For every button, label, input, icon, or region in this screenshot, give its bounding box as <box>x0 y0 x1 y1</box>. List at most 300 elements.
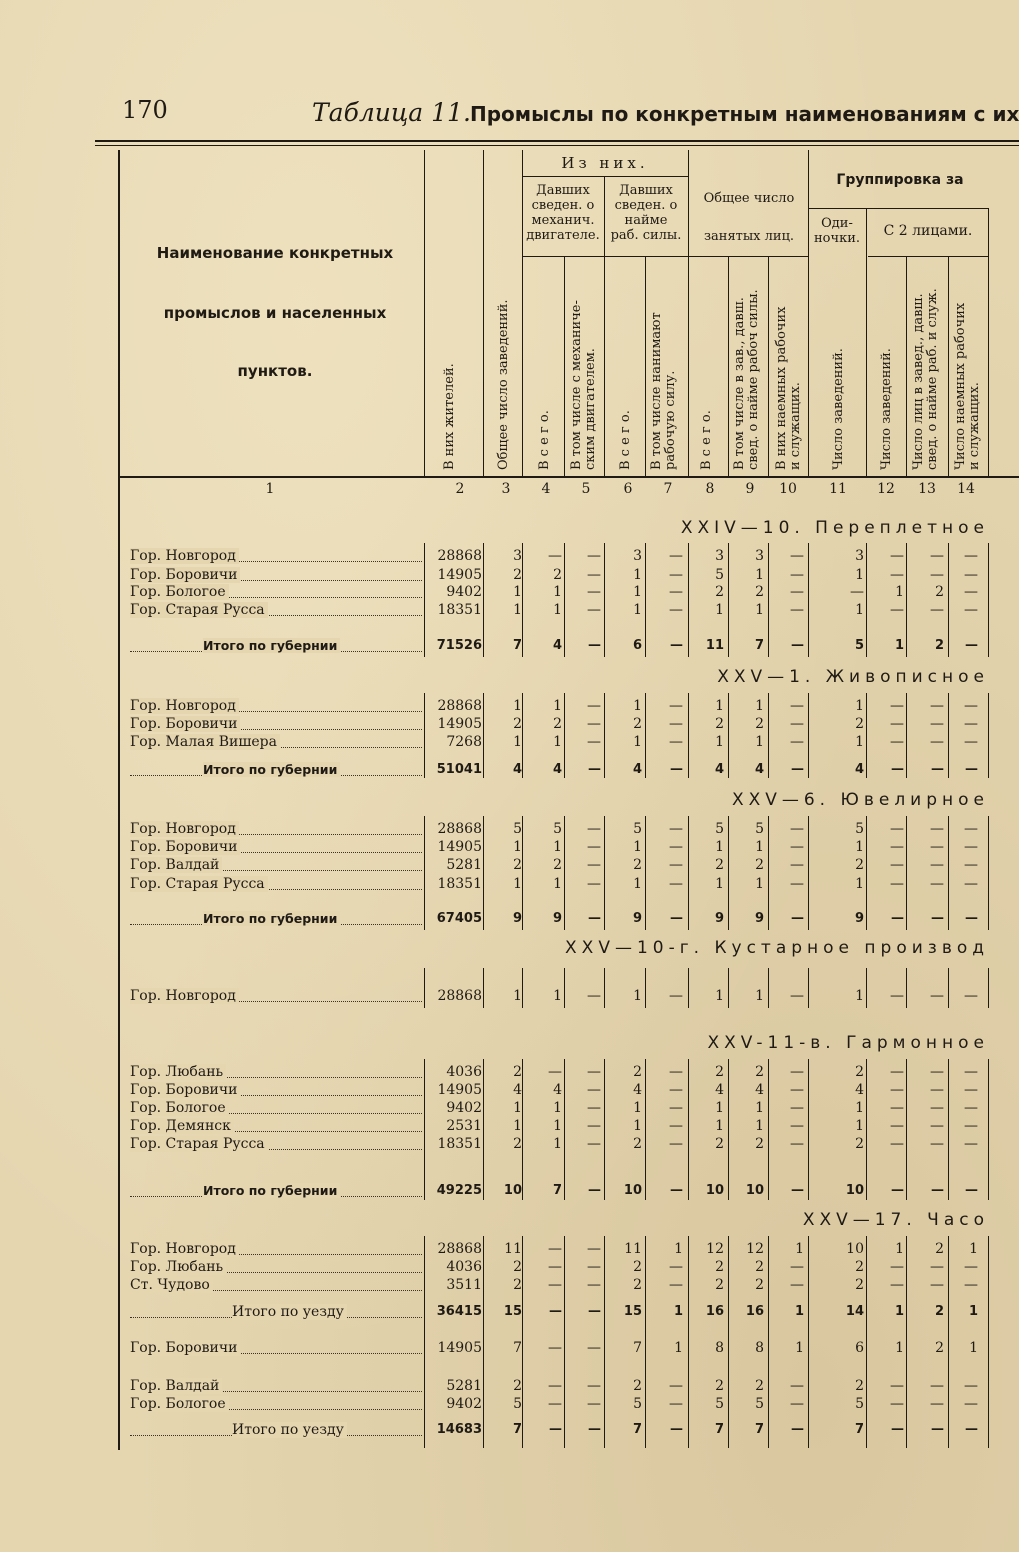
cell-col7: — <box>669 602 683 618</box>
cell-col7: — <box>670 638 683 653</box>
cell-col3: 4 <box>512 762 522 777</box>
top-rule <box>95 140 1019 142</box>
cell-col6: 1 <box>633 584 642 600</box>
cell-col11: 6 <box>855 1340 864 1356</box>
cell-col12: 1 <box>894 1304 904 1319</box>
cell-col4: 2 <box>553 857 562 873</box>
cell-col2: 2531 <box>446 1118 482 1134</box>
place-name: Гор. Старая Русса <box>130 601 420 619</box>
cell-col13: — <box>930 1136 944 1152</box>
col4-header: В с е г о. <box>537 410 552 470</box>
cell-col2: 18351 <box>437 1136 482 1152</box>
cell-col9: 1 <box>755 602 764 618</box>
cell-col8: 2 <box>715 1136 724 1152</box>
col-number-10: 10 <box>779 481 797 497</box>
cell-col14: — <box>964 839 978 855</box>
cell-col3: 1 <box>513 1100 522 1116</box>
cell-col8: 2 <box>715 1064 724 1080</box>
place-name: Ст. Чудово <box>130 1276 420 1294</box>
cell-col9: 8 <box>755 1340 764 1356</box>
cell-col2: 14905 <box>437 567 482 583</box>
cell-col10: — <box>790 1100 804 1116</box>
cell-col3: 5 <box>513 821 522 837</box>
cell-col3: 1 <box>513 988 522 1004</box>
cell-col5: — <box>587 988 601 1004</box>
cell-col10: — <box>791 1422 804 1437</box>
col11-header: Число заведений. <box>831 348 846 470</box>
name-col-header-1: Наименование конкретных <box>156 244 394 262</box>
cell-col7: 1 <box>674 1340 683 1356</box>
cell-col11: 2 <box>855 1277 864 1293</box>
cell-col5: — <box>587 602 601 618</box>
page-title: Промыслы по конкретным наименованиям с их <box>470 102 1019 126</box>
name-col-header-3: пунктов. <box>237 362 313 380</box>
cell-col6: 4 <box>632 762 642 777</box>
cell-col7: — <box>669 821 683 837</box>
cell-col12: — <box>891 1422 904 1437</box>
cell-col5: — <box>588 762 601 777</box>
section-title: XXIV—10. Переплетное <box>680 518 989 538</box>
cell-col6: 2 <box>633 716 642 732</box>
cell-col13: — <box>930 1277 944 1293</box>
cell-col10: — <box>790 716 804 732</box>
col-number-5: 5 <box>581 481 591 497</box>
cell-col7: — <box>669 584 683 600</box>
cell-col7: 1 <box>674 1241 683 1257</box>
table-row <box>0 987 1019 1005</box>
cell-col3: 1 <box>513 602 522 618</box>
cell-col5: — <box>587 1241 601 1257</box>
cell-col3: 1 <box>513 876 522 892</box>
cell-col2: 14683 <box>436 1422 482 1437</box>
cell-col11: 10 <box>846 1241 864 1257</box>
cell-col4: 2 <box>553 567 562 583</box>
cell-col4: 1 <box>553 839 562 855</box>
cell-col8: 9 <box>714 911 724 926</box>
total-row <box>0 1182 1019 1200</box>
place-name: Гор. Боровичи <box>130 1339 420 1357</box>
place-name: Гор. Новгород <box>130 697 420 715</box>
cell-col7: — <box>669 1259 683 1275</box>
cell-col7: 1 <box>673 1304 683 1319</box>
cell-col7: — <box>669 1064 683 1080</box>
cell-col11: 4 <box>854 762 864 777</box>
cell-col12: — <box>890 1277 904 1293</box>
cell-col4: 7 <box>552 1183 562 1198</box>
cell-col10: — <box>790 1064 804 1080</box>
table-row <box>0 1063 1019 1081</box>
cell-col6: 15 <box>623 1304 642 1319</box>
cell-col12: — <box>891 1183 904 1198</box>
header-column-line <box>948 256 949 476</box>
cell-col8: 5 <box>715 1396 724 1412</box>
cell-col12: — <box>890 1064 904 1080</box>
cell-col14: — <box>964 548 978 564</box>
cell-col13: — <box>930 1118 944 1134</box>
cell-col5: — <box>587 876 601 892</box>
total-persons-header: Общее число занятых лиц. <box>703 191 795 244</box>
cell-col13: 2 <box>934 638 944 653</box>
cell-col4: — <box>549 1422 562 1437</box>
cell-col12: — <box>890 988 904 1004</box>
total-label: Итого по губернии <box>203 910 423 928</box>
cell-col10: — <box>791 1183 804 1198</box>
header-column-line <box>522 150 523 476</box>
cell-col2: 3511 <box>446 1277 482 1293</box>
cell-col6: 1 <box>633 1118 642 1134</box>
cell-col8: 1 <box>715 876 724 892</box>
col-number-8: 8 <box>705 481 715 497</box>
grouping-header: Группировка за <box>836 172 964 188</box>
cell-col3: 9 <box>512 911 522 926</box>
table-row <box>0 1395 1019 1413</box>
place-name: Гор. Новгород <box>130 987 420 1005</box>
cell-col13: — <box>930 698 944 714</box>
cell-col5: — <box>587 1340 601 1356</box>
col-number-14: 14 <box>957 481 975 497</box>
cell-col12: — <box>890 1100 904 1116</box>
place-name: Гор. Бологое <box>130 1395 420 1413</box>
cell-col9: 1 <box>755 734 764 750</box>
cell-col14: — <box>964 1118 978 1134</box>
cell-col10: — <box>790 821 804 837</box>
cell-col3: 7 <box>513 1340 522 1356</box>
cell-col13: — <box>930 602 944 618</box>
cell-col4: 9 <box>552 911 562 926</box>
cell-col13: — <box>930 1082 944 1098</box>
cell-col8: 2 <box>715 584 724 600</box>
cell-col7: — <box>669 716 683 732</box>
cell-col13: — <box>931 1183 944 1198</box>
cell-col4: — <box>548 548 562 564</box>
header-column-line <box>424 150 425 476</box>
col-number-7: 7 <box>663 481 673 497</box>
table-row <box>0 856 1019 874</box>
cell-col3: 1 <box>513 734 522 750</box>
col13-header: Число лиц в завед., давш. свед. о найме раб. и служ. <box>911 288 940 470</box>
with2-rule <box>868 256 988 257</box>
cell-col3: 2 <box>513 1136 522 1152</box>
cell-col2: 36415 <box>436 1304 482 1319</box>
place-name: Гор. Старая Русса <box>130 875 420 893</box>
cell-col5: — <box>588 1422 601 1437</box>
cell-col14: — <box>964 1259 978 1275</box>
table-row <box>0 733 1019 751</box>
col-number-4: 4 <box>541 481 551 497</box>
cell-col6: 7 <box>633 1340 642 1356</box>
table-row <box>0 838 1019 856</box>
cell-col7: — <box>669 548 683 564</box>
cell-col14: — <box>964 1378 978 1394</box>
cell-col2: 67405 <box>436 911 482 926</box>
cell-col12: — <box>891 762 904 777</box>
cell-col14: — <box>965 1422 978 1437</box>
cell-col7: — <box>670 762 683 777</box>
cell-col4: — <box>548 1064 562 1080</box>
cell-col6: 9 <box>632 911 642 926</box>
cell-col9: 4 <box>755 1082 764 1098</box>
single-header: Оди- ночки. <box>813 216 860 246</box>
cell-col12: — <box>890 839 904 855</box>
cell-col8: 1 <box>715 1118 724 1134</box>
header-column-line <box>906 256 907 476</box>
cell-col2: 9402 <box>446 1396 482 1412</box>
cell-col2: 18351 <box>437 876 482 892</box>
cell-col13: — <box>931 1422 944 1437</box>
cell-col6: 1 <box>633 839 642 855</box>
cell-col11: 1 <box>855 734 864 750</box>
cell-col13: — <box>930 821 944 837</box>
cell-col9: 1 <box>755 698 764 714</box>
cell-col6: 1 <box>633 876 642 892</box>
section-title: XXV—10-г. Кустарное производ <box>565 938 989 958</box>
cell-col13: — <box>931 911 944 926</box>
cell-col4: 1 <box>553 1100 562 1116</box>
cell-col14: — <box>964 602 978 618</box>
cell-col13: — <box>931 762 944 777</box>
table-row <box>0 1276 1019 1294</box>
cell-col11: 7 <box>854 1422 864 1437</box>
header-column-line <box>688 150 689 476</box>
cell-col2: 49225 <box>436 1183 482 1198</box>
cell-col9: 1 <box>755 839 764 855</box>
cell-col14: — <box>964 1082 978 1098</box>
cell-col4: 5 <box>553 821 562 837</box>
cell-col6: 6 <box>632 638 642 653</box>
cell-col6: 2 <box>633 1064 642 1080</box>
cell-col6: 4 <box>633 1082 642 1098</box>
cell-col9: 7 <box>754 1422 764 1437</box>
cell-col9: 2 <box>755 1064 764 1080</box>
table-row <box>0 1240 1019 1258</box>
cell-col9: 2 <box>755 1277 764 1293</box>
name-col-header-2: промыслов и населенных <box>163 304 387 322</box>
col12-header: Число заведений. <box>879 348 894 470</box>
cell-col9: 1 <box>755 876 764 892</box>
cell-col3: 2 <box>513 1277 522 1293</box>
cell-col11: — <box>850 584 864 600</box>
cell-col10: — <box>790 839 804 855</box>
cell-col10: — <box>790 1136 804 1152</box>
cell-col8: 2 <box>715 1259 724 1275</box>
cell-col9: 1 <box>755 567 764 583</box>
cell-col3: 1 <box>513 698 522 714</box>
cell-col14: — <box>964 857 978 873</box>
cell-col9: 1 <box>755 1118 764 1134</box>
cell-col11: 2 <box>855 716 864 732</box>
cell-col6: 1 <box>633 1100 642 1116</box>
place-name: Гор. Новгород <box>130 547 420 565</box>
cell-col8: 5 <box>715 567 724 583</box>
cell-col14: — <box>964 1396 978 1412</box>
total-row <box>0 1303 1019 1321</box>
cell-col14: — <box>965 638 978 653</box>
cell-col14: — <box>964 567 978 583</box>
cell-col5: — <box>588 1183 601 1198</box>
cell-col3: 4 <box>513 1082 522 1098</box>
with2-header: С 2 лицами. <box>883 223 973 239</box>
cell-col11: 3 <box>855 548 864 564</box>
cell-col4: 2 <box>553 716 562 732</box>
cell-col8: 1 <box>715 734 724 750</box>
cell-col11: 5 <box>855 821 864 837</box>
cell-col5: — <box>587 548 601 564</box>
cell-col10: — <box>790 1118 804 1134</box>
table-row <box>0 566 1019 584</box>
cell-col12: 1 <box>894 638 904 653</box>
cell-col8: 3 <box>715 548 724 564</box>
iz-nih-rule <box>522 176 688 177</box>
cell-col2: 5281 <box>446 857 482 873</box>
cell-col12: — <box>890 1396 904 1412</box>
table-row <box>0 715 1019 733</box>
cell-col2: 28868 <box>437 821 482 837</box>
cell-col5: — <box>587 1100 601 1116</box>
cell-col7: — <box>669 839 683 855</box>
cell-col14: — <box>964 716 978 732</box>
cell-col10: — <box>790 1378 804 1394</box>
col-number-3: 3 <box>501 481 511 497</box>
cell-col8: 2 <box>715 1277 724 1293</box>
table-row <box>0 1117 1019 1135</box>
place-name: Гор. Боровичи <box>130 715 420 733</box>
cell-col6: 7 <box>632 1422 642 1437</box>
cell-col6: 1 <box>633 988 642 1004</box>
cell-col2: 71526 <box>436 638 482 653</box>
cell-col3: 1 <box>513 839 522 855</box>
cell-col13: — <box>930 1064 944 1080</box>
cell-col2: 28868 <box>437 548 482 564</box>
total-label: Итого по уезду <box>232 1421 422 1439</box>
header-column-line <box>645 256 646 476</box>
total-persons-rule <box>688 256 808 257</box>
header-column-line <box>564 256 565 476</box>
header-column-line <box>768 256 769 476</box>
cell-col8: 11 <box>705 638 724 653</box>
place-name: Гор. Боровичи <box>130 1081 420 1099</box>
col-number-13: 13 <box>918 481 936 497</box>
cell-col12: 1 <box>895 584 904 600</box>
cell-col7: — <box>669 1396 683 1412</box>
col14-header: Число наемных рабочих и служащих. <box>953 302 982 470</box>
cell-col2: 14905 <box>437 839 482 855</box>
cell-col8: 4 <box>715 1082 724 1098</box>
header-column-line <box>988 208 989 476</box>
cell-col13: — <box>930 1100 944 1116</box>
cell-col13: 2 <box>934 1304 944 1319</box>
cell-col3: 10 <box>503 1183 522 1198</box>
cell-col2: 4036 <box>446 1259 482 1275</box>
cell-col9: 3 <box>755 548 764 564</box>
col6-header: В с е г о. <box>618 410 633 470</box>
cell-col8: 4 <box>714 762 724 777</box>
cell-col11: 14 <box>845 1304 864 1319</box>
cell-col8: 1 <box>715 602 724 618</box>
cell-col11: 2 <box>855 1064 864 1080</box>
cell-col12: 1 <box>895 1340 904 1356</box>
cell-col5: — <box>587 1277 601 1293</box>
cell-col11: 1 <box>855 567 864 583</box>
cell-col4: — <box>548 1259 562 1275</box>
cell-col10: — <box>790 1082 804 1098</box>
cell-col6: 10 <box>623 1183 642 1198</box>
cell-col12: — <box>890 548 904 564</box>
cell-col4: 1 <box>553 584 562 600</box>
cell-col14: — <box>965 911 978 926</box>
cell-col8: 10 <box>705 1183 724 1198</box>
cell-col8: 7 <box>714 1422 724 1437</box>
cell-col13: — <box>930 1259 944 1275</box>
cell-col13: 2 <box>935 584 944 600</box>
cell-col5: — <box>587 698 601 714</box>
table-row <box>0 820 1019 838</box>
cell-col10: — <box>790 602 804 618</box>
cell-col8: 16 <box>705 1304 724 1319</box>
table-row <box>0 1081 1019 1099</box>
cell-col14: — <box>964 1064 978 1080</box>
cell-col2: 14905 <box>437 716 482 732</box>
mech-group-header: Давших сведен. о механич. двигателе. <box>526 183 600 243</box>
cell-col11: 2 <box>855 1378 864 1394</box>
cell-col14: — <box>964 734 978 750</box>
table-row <box>0 601 1019 619</box>
cell-col4: — <box>548 1396 562 1412</box>
cell-col5: — <box>587 734 601 750</box>
col-number-11: 11 <box>829 481 847 497</box>
cell-col10: — <box>790 857 804 873</box>
cell-col10: — <box>791 762 804 777</box>
col2-header: В них жителей. <box>442 363 457 470</box>
cell-col10: — <box>790 567 804 583</box>
cell-col7: — <box>669 1277 683 1293</box>
cell-col4: 1 <box>553 734 562 750</box>
cell-col9: 7 <box>754 638 764 653</box>
cell-col6: 2 <box>633 1259 642 1275</box>
cell-col9: 4 <box>754 762 764 777</box>
cell-col4: 1 <box>553 698 562 714</box>
table-row <box>0 1339 1019 1357</box>
cell-col3: 7 <box>512 638 522 653</box>
cell-col9: 1 <box>755 1100 764 1116</box>
header-column-line <box>808 150 809 476</box>
col3-header: Общее число заведений. <box>496 299 511 470</box>
grouping-rule <box>808 208 988 209</box>
place-name: Гор. Бологое <box>130 583 420 601</box>
cell-col3: 2 <box>513 1378 522 1394</box>
table-row <box>0 1099 1019 1117</box>
cell-col8: 2 <box>715 857 724 873</box>
cell-col2: 18351 <box>437 602 482 618</box>
cell-col8: 1 <box>715 839 724 855</box>
section-title: XXV—17. Часо <box>802 1210 989 1230</box>
cell-col14: — <box>964 876 978 892</box>
cell-col4: — <box>548 1340 562 1356</box>
place-name: Гор. Боровичи <box>130 838 420 856</box>
cell-col2: 4036 <box>446 1064 482 1080</box>
total-row <box>0 637 1019 655</box>
cell-col7: — <box>669 988 683 1004</box>
total-label: Итого по губернии <box>203 761 423 779</box>
cell-col9: 2 <box>755 716 764 732</box>
place-name: Гор. Любань <box>130 1258 420 1276</box>
cell-col10: — <box>790 584 804 600</box>
section-title: XXV—6. Ювелирное <box>731 790 989 810</box>
cell-col3: 15 <box>503 1304 522 1319</box>
cell-col10: — <box>791 638 804 653</box>
cell-col8: 1 <box>715 698 724 714</box>
cell-col12: — <box>890 821 904 837</box>
cell-col7: — <box>669 1136 683 1152</box>
